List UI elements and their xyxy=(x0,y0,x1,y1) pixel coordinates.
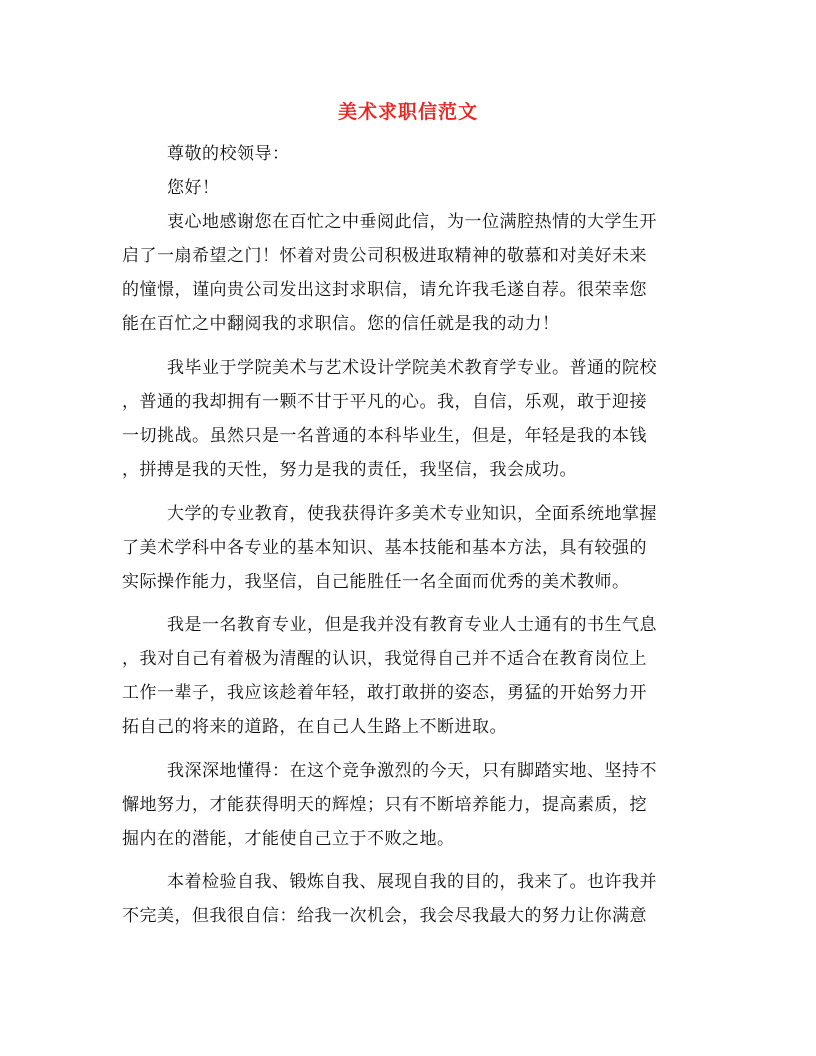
paragraph-line: ，我对自己有着极为清醒的认识，我觉得自己并不适合在教育岗位上 xyxy=(122,649,647,669)
document-title: 美术求职信范文 xyxy=(337,101,478,123)
paragraph-line: 工作一辈子，我应该趁着年轻，敢打敢拼的姿态，勇猛的开始努力开 xyxy=(122,683,647,703)
paragraph-line: 我深深地懂得：在这个竞争激烈的今天，只有脚踏实地、坚持不 xyxy=(167,761,657,781)
paragraph-line: 实际操作能力，我坚信，自己能胜任一名全面而优秀的美术教师。 xyxy=(122,572,630,592)
paragraph-line: 了美术学科中各专业的基本知识、基本技能和基本方法，具有较强的 xyxy=(122,538,647,558)
paragraph-line: 我毕业于学院美术与艺术设计学院美术教育学专业。普通的院校 xyxy=(167,358,657,378)
paragraph-line: 不完美，但我很自信：给我一次机会，我会尽我最大的努力让你满意 xyxy=(122,906,647,926)
paragraph-line: 懈地努力，才能获得明天的辉煌；只有不断培养能力，提高素质，挖 xyxy=(122,795,647,815)
greeting-line: 您好！ xyxy=(167,178,220,198)
paragraph-line: 能在百忙之中翻阅我的求职信。您的信任就是我的动力！ xyxy=(122,314,560,334)
paragraph-line: ，普通的我却拥有一颗不甘于平凡的心。我，自信，乐观，敢于迎接 xyxy=(122,392,647,412)
paragraph-line: 的憧憬，谨向贵公司发出这封求职信，请允许我毛遂自荐。很荣幸您 xyxy=(122,280,647,300)
paragraph-line: 一切挑战。虽然只是一名普通的本科毕业生，但是，年轻是我的本钱 xyxy=(122,426,647,446)
salutation-line: 尊敬的校领导： xyxy=(167,144,290,164)
paragraph-line: 大学的专业教育，使我获得许多美术专业知识，全面系统地掌握 xyxy=(167,504,657,524)
paragraph-line: 掘内在的潜能，才能使自己立于不败之地。 xyxy=(122,829,455,849)
paragraph-line: 启了一扇希望之门！怀着对贵公司积极进取精神的敬慕和对美好未来 xyxy=(122,246,647,266)
paragraph-line: 拓自己的将来的道路，在自己人生路上不断进取。 xyxy=(122,717,507,737)
paragraph-line: 本着检验自我、锻炼自我、展现自我的目的，我来了。也许我并 xyxy=(167,872,657,892)
paragraph-line: 我是一名教育专业，但是我并没有教育专业人士通有的书生气息 xyxy=(167,615,657,635)
paragraph-line: 衷心地感谢您在百忙之中垂阅此信，为一位满腔热情的大学生开 xyxy=(167,212,657,232)
paragraph-line: ，拼搏是我的天性，努力是我的责任，我坚信，我会成功。 xyxy=(122,460,577,480)
